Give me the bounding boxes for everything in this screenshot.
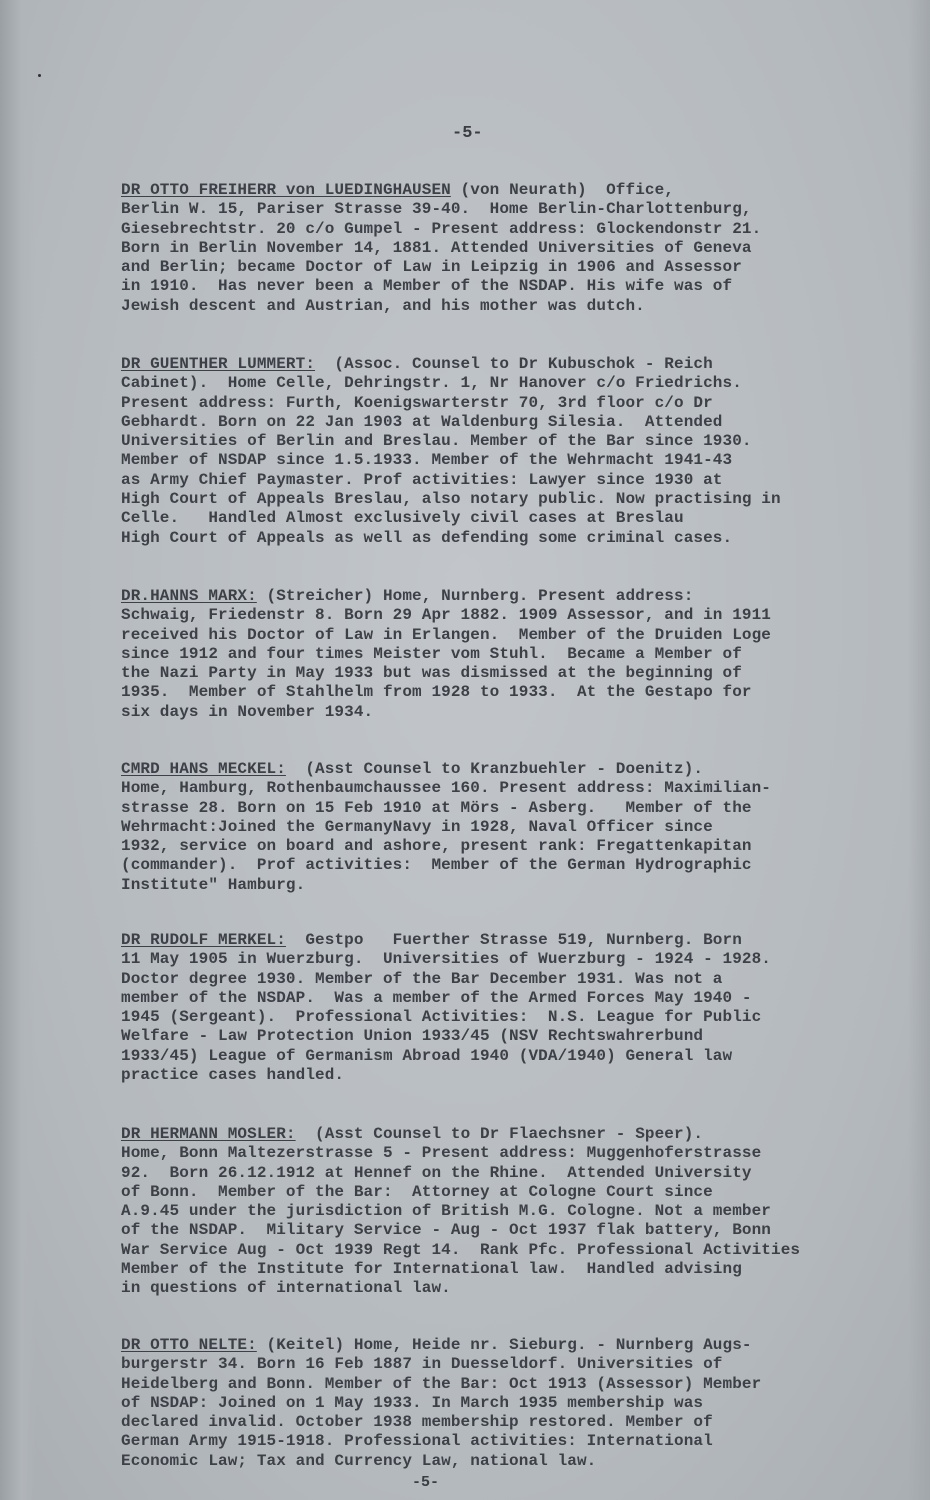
entry-line: Wehrmacht:Joined the GermanyNavy in 1928, Naval Officer since: [121, 817, 713, 836]
entry-line: Cabinet). Home Celle, Dehringstr. 1, Nr Hanover c/o Friedrichs.: [121, 374, 742, 393]
entry-merkel: [121, 931, 911, 1085]
entry-line: six days in November 1934.: [121, 702, 374, 721]
entry-line: practice cases handled.: [121, 1066, 345, 1085]
entry-name: DR RUDOLF MERKEL:: [121, 931, 286, 949]
entry-line: strasse 28. Born on 15 Feb 1910 at Mörs - Asberg. Member of the: [121, 798, 752, 817]
entry-line: since 1912 and four times Meister vom Stuhl. Became a Member of: [121, 644, 742, 663]
entry-line: Universities of Berlin and Breslau. Member of the Bar since 1930.: [121, 432, 752, 451]
entry-line: Doctor degree 1930. Member of the Bar December 1931. Was not a: [121, 969, 723, 988]
entry-line: (Streicher) Home, Nurnberg. Present address:: [256, 587, 694, 605]
entry-line: 92. Born 26.12.1912 at Hennef on the Rhine. Attended University: [121, 1163, 752, 1182]
entry-line: 1945 (Sergeant). Professional Activities: N.S. League for Public: [121, 1008, 762, 1027]
entry-line: War Service Aug - Oct 1939 Regt 14. Rank Pfc. Professional Activities: [121, 1240, 801, 1259]
page-number-bottom: -5-: [412, 1474, 440, 1491]
entry-line: High Court of Appeals as well as defending some criminal cases.: [121, 528, 733, 547]
entry-line: (commander). Prof activities: Member of the German Hydrographic: [121, 856, 752, 875]
entry-name: DR HERMANN MOSLER:: [121, 1125, 296, 1143]
entry-line: 1935. Member of Stahlhelm from 1928 to 1933. At the Gestapo for: [121, 683, 752, 702]
entry-nelte: [121, 1336, 911, 1471]
entry-line: as Army Chief Paymaster. Prof activities: Lawyer since 1930 at: [121, 470, 723, 489]
entry-line: (Asst Counsel to Dr Flaechsner - Speer).: [295, 1125, 704, 1143]
entry-line: Celle. Handled Almost exclusively civil cases at Breslau: [121, 509, 684, 528]
entry-line: in 1910. Has never been a Member of the NSDAP. His wife was of: [121, 277, 733, 296]
entry-line: and Berlin; became Doctor of Law in Leipzig in 1906 and Assessor: [121, 258, 742, 277]
entry-name: CMRD HANS MECKEL:: [121, 760, 286, 778]
entry-first-line: [121, 181, 911, 200]
entry-name: DR GUENTHER LUMMERT:: [121, 355, 316, 373]
entry-line: 1933/45) League of Germanism Abroad 1940 (VDA/1940) General law: [121, 1046, 733, 1065]
entry-luedinghausen: [121, 181, 911, 316]
entry-mosler: [121, 1125, 911, 1299]
page-number-top: -5-: [452, 124, 483, 143]
entry-lummert: [121, 355, 911, 548]
entry-line: Home, Hamburg, Rothenbaumchaussee 160. Present address: Maximilian-: [121, 779, 772, 798]
entry-line: in questions of international law.: [121, 1279, 451, 1298]
entry-line: Gestpo Fuerther Strasse 519, Nurnberg. Born: [285, 931, 742, 949]
entry-first-line: [121, 587, 911, 606]
entry-line: Giesebrechtstr. 20 c/o Gumpel - Present address: Glockendonstr 21.: [121, 219, 762, 238]
entry-line: Gebhardt. Born on 22 Jan 1903 at Waldenburg Silesia. Attended: [121, 412, 723, 431]
entry-line: (von Neurath) Office,: [450, 181, 674, 199]
entry-line: declared invalid. October 1938 membership restored. Member of: [121, 1413, 713, 1432]
entry-line: Jewish descent and Austrian, and his mother was dutch.: [121, 296, 645, 315]
entry-line: Heidelberg and Bonn. Member of the Bar: Oct 1913 (Assessor) Member: [121, 1374, 762, 1393]
entry-line: Home, Bonn Maltezerstrasse 5 - Present address: Muggenhoferstrasse: [121, 1144, 762, 1163]
entry-line: (Asst Counsel to Kranzbuehler - Doenitz).: [285, 760, 704, 778]
entry-first-line: [121, 1336, 911, 1355]
entry-line: of the NSDAP. Military Service - Aug - Oct 1937 flak battery, Bonn: [121, 1221, 772, 1240]
entry-line: member of the NSDAP. Was a member of the Armed Forces May 1940 -: [121, 988, 752, 1007]
entry-line: German Army 1915-1918. Professional activities: International: [121, 1432, 713, 1451]
entry-line: Member of the Institute for International law. Handled advising: [121, 1260, 742, 1279]
entry-line: of NSDAP: Joined on 1 May 1933. In March 1935 membership was: [121, 1393, 704, 1412]
entry-line: the Nazi Party in May 1933 but was dismissed at the beginning of: [121, 664, 742, 683]
entry-first-line: [121, 760, 911, 779]
entry-line: Member of NSDAP since 1.5.1933. Member of the Wehrmacht 1941-43: [121, 451, 733, 470]
entry-line: of Bonn. Member of the Bar: Attorney at Cologne Court since: [121, 1182, 713, 1201]
punch-mark: [38, 74, 41, 77]
entry-first-line: [121, 355, 911, 374]
entry-marx: [121, 587, 911, 722]
entry-line: 11 May 1905 in Wuerzburg. Universities of Wuerzburg - 1924 - 1928.: [121, 950, 772, 969]
entry-line: Present address: Furth, Koenigswarterstr 70, 3rd floor c/o Dr: [121, 393, 713, 412]
entry-line: Berlin W. 15, Pariser Strasse 39-40. Home Berlin-Charlottenburg,: [121, 200, 752, 219]
entry-line: Institute" Hamburg.: [121, 875, 306, 894]
entry-first-line: [121, 931, 911, 950]
entry-line: (Keitel) Home, Heide nr. Sieburg. - Nurnberg Augs-: [256, 1336, 752, 1354]
entry-line: received his Doctor of Law in Erlangen. Member of the Druiden Loge: [121, 625, 772, 644]
entry-first-line: [121, 1125, 911, 1144]
entry-line: Born in Berlin November 14, 1881. Attended Universities of Geneva: [121, 238, 752, 257]
entry-line: Schwaig, Friedenstr 8. Born 29 Apr 1882. 1909 Assessor, and in 1911: [121, 606, 772, 625]
entry-line: High Court of Appeals Breslau, also notary public. Now practising in: [121, 490, 781, 509]
entry-line: A.9.45 under the jurisdiction of British M.G. Cologne. Not a member: [121, 1202, 772, 1221]
entry-name: DR OTTO FREIHERR von LUEDINGHAUSEN: [121, 181, 451, 199]
entry-line: Economic Law; Tax and Currency Law, national law.: [121, 1451, 597, 1470]
entry-line: Welfare - Law Protection Union 1933/45 (NSV Rechtswahrerbund: [121, 1027, 704, 1046]
paper-edge-left: [0, 0, 36, 1500]
entry-line: (Assoc. Counsel to Dr Kubuschok - Reich: [315, 355, 713, 373]
entry-meckel: [121, 760, 911, 895]
paper-edge-right: [908, 0, 930, 1500]
entry-name: DR.HANNS MARX:: [121, 587, 257, 605]
entry-name: DR OTTO NELTE:: [121, 1336, 257, 1354]
entry-line: burgerstr 34. Born 16 Feb 1887 in Duesseldorf. Universities of: [121, 1355, 723, 1374]
entry-line: 1932, service on board and ashore, present rank: Fregattenkapitan: [121, 837, 752, 856]
